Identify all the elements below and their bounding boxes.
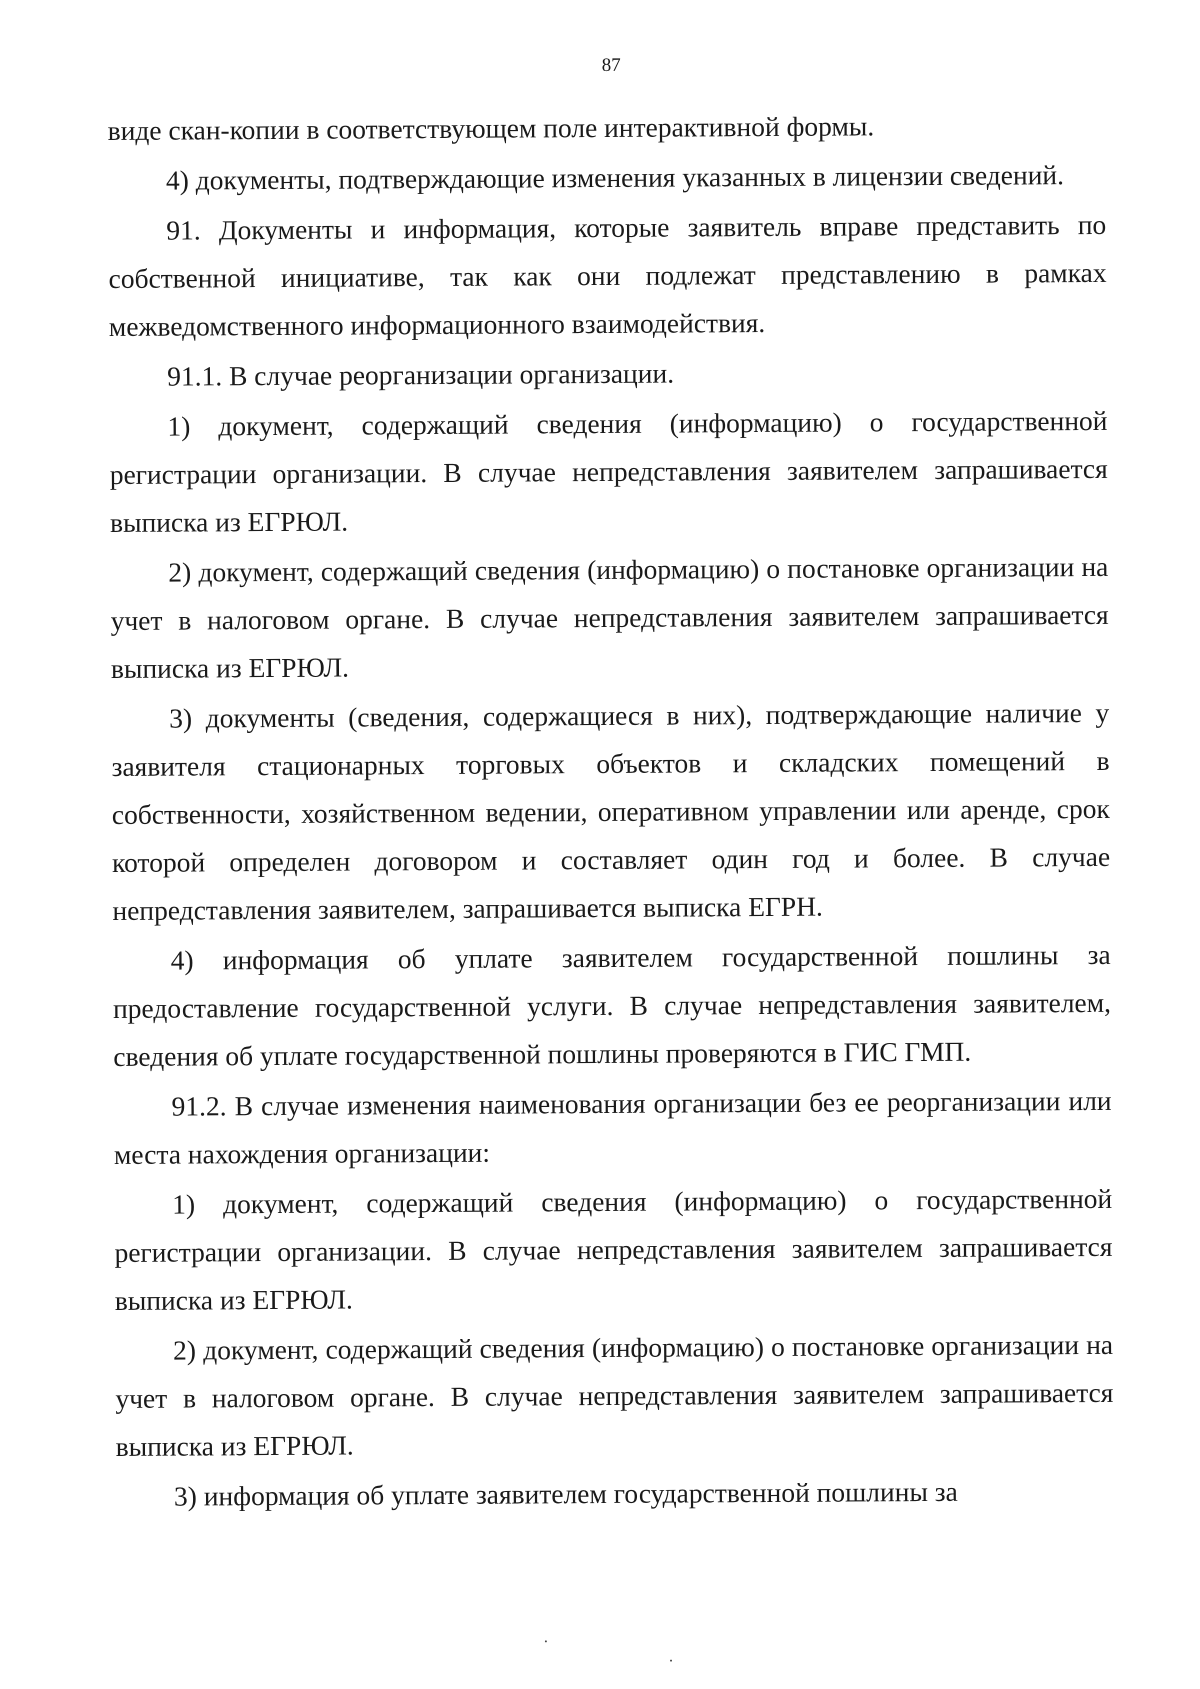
paragraph-3: 91. Документы и информация, которые заявитель вправе представить по собственной инициативе, так как они подлежат представлению в рамках межведомственного информационного взаимодействия. — [108, 208, 1107, 342]
scan-speck — [670, 1660, 672, 1662]
paragraph-7: 3) документы (сведения, содержащиеся в них), подтверждающие наличие у заявителя стационарных торговых объектов и складских помещений в собственности, хозяйственном ведении, оперативном управлении или аренде, срок которой определен договором и составляет один год и более. В случае непредставления заявителем, запрашивается выписка ЕГРН. — [111, 696, 1111, 926]
paragraph-6: 2) документ, содержащий сведения (информацию) о постановке организации на учет в налоговом органе. В случае непредставления заявителем запрашивается выписка из ЕГРЮЛ. — [110, 550, 1109, 684]
paragraph-5: 1) документ, содержащий сведения (информацию) о государственной регистрации организации. В случае непредставления заявителем запрашивается выписка из ЕГРЮЛ. — [109, 404, 1108, 538]
paragraph-10: 1) документ, содержащий сведения (информацию) о государственной регистрации организации. В случае непредставления заявителем запрашивается выписка из ЕГРЮЛ. — [114, 1182, 1113, 1316]
paragraph-8: 4) информация об уплате заявителем государственной пошлины за предоставление государственной услуги. В случае непредставления заявителем, сведения об уплате государственной пошлины проверяются в ГИС ГМП. — [112, 938, 1112, 1072]
paragraph-12: 3) информация об уплате заявителем государственной пошлины за — [173, 1475, 958, 1512]
document-body — [108, 101, 1115, 1521]
paragraph-4: 91.1. В случае реорганизации организации. — [167, 357, 675, 392]
scan-speck — [545, 1640, 547, 1642]
paragraph-1: виде скан-копии в соответствующем поле интерактивной формы. — [107, 110, 875, 146]
paragraph-2: 4) документы, подтверждающие изменения указанных в лицензии сведений. — [165, 159, 1065, 196]
paragraph-11: 2) документ, содержащий сведения (информацию) о постановке организации на учет в налоговом органе. В случае непредставления заявителем запрашивается выписка из ЕГРЮЛ. — [115, 1328, 1114, 1462]
paragraph-9: 91.2. В случае изменения наименования организации без ее реорганизации или места нахождения организации: — [113, 1084, 1112, 1170]
page-number: 87 — [601, 54, 621, 76]
